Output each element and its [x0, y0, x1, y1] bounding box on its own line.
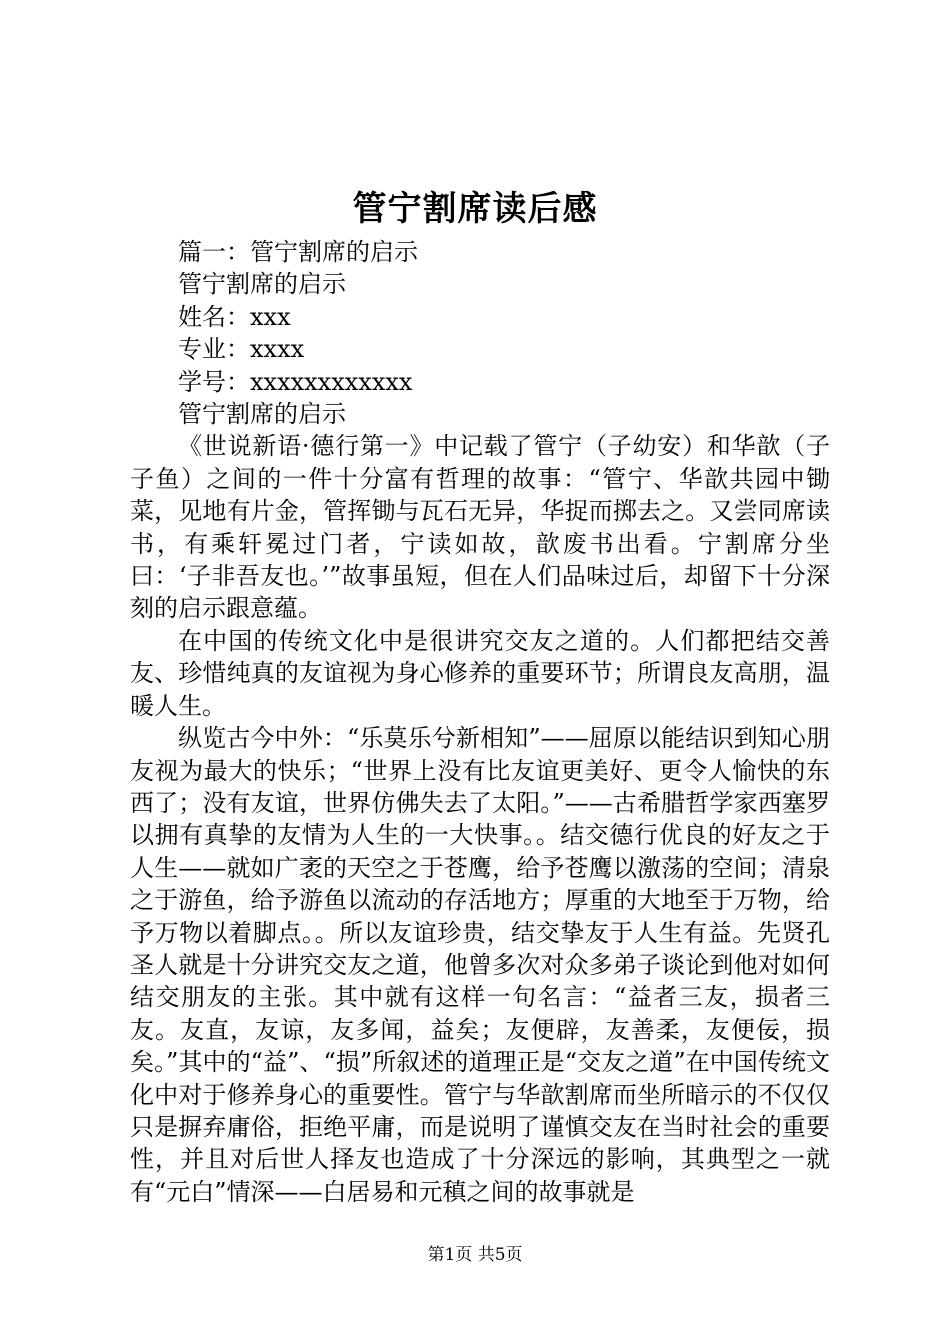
paragraph-1: 《世说新语·德行第一》中记载了管宁（子幼安）和华歆（子子鱼）之间的一件十分富有哲理的故事：“管宁、华歆共园中锄菜，见地有片金，管挥锄与瓦石无异，华捉而掷去之。又尝同席读书，有乘轩冕过门者，宁读如故，歆废书出看。宁割席分坐曰：‘子非吾友也。’”故事虽短，但在人们品味过后，却留下十分深刻的启示跟意蕴。 [130, 432, 830, 623]
document-body [130, 236, 830, 1208]
name-line: 姓名：xxx [178, 302, 291, 331]
page-footer: 第1页 共5页 [427, 1245, 523, 1265]
document-title: 管宁割席读后感 [352, 189, 598, 229]
essay-title-repeat-line: 管宁割席的启示 [178, 400, 346, 429]
paragraph-2: 在中国的传统文化中是很讲究交友之道的。人们都把结交善友、珍惜纯真的友谊视为身心修养的重要环节；所谓良友高朋，温暖人生。 [130, 626, 830, 720]
essay-title-line: 管宁割席的启示 [178, 270, 346, 299]
major-line: 专业：xxxx [178, 335, 305, 364]
student-id-line: 学号：xxxxxxxxxxxx [178, 367, 413, 396]
paragraph-3: 纵览古今中外：“乐莫乐兮新相知”——屈原以能结识到知心朋友视为最大的快乐；“世界上没有比友谊更美好、更令人愉快的东西了；没有友谊，世界仿佛失去了太阳。”——古希腊哲学家西塞罗以拥有真挚的友情为人生的一大快事。。结交德行优良的好友之于人生——就如广袤的天空之于苍鹰，给予苍鹰以激荡的空间；清泉之于游鱼，给予游鱼以流动的存活地方；厚重的大地至于万物，给予万物以着脚点。。所以友谊珍贵，结交挚友于人生有益。先贤孔圣人就是十分讲究交友之道，他曾多次对众多弟子谈论到他对如何结交朋友的主张。其中就有这样一句名言：“益者三友，损者三友。友直，友谅，友多闻，益矣；友便辟，友善柔，友便佞，损矣。”其中的“益”、“损”所叙述的道理正是“交友之道”在中国传统文化中对于修养身心的重要性。管宁与华歆割席而坐所暗示的不仅仅只是摒弃庸俗，拒绝平庸，而是说明了谨慎交友在当时社会的重要性，并且对后世人择友也造成了十分深远的影响，其典型之一就有“元白”情深——白居易和元稹之间的故事就是 [130, 724, 830, 1206]
section-heading: 篇一：管宁割席的启示 [178, 238, 418, 266]
